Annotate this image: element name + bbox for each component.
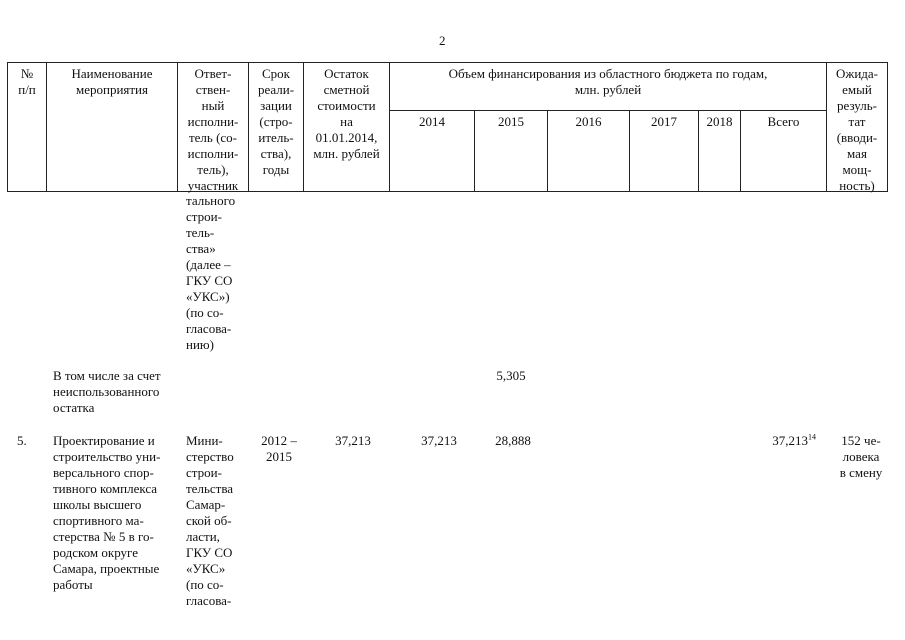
- row5-2014: 37,213: [421, 433, 457, 448]
- table-header: [7, 62, 888, 192]
- header-year-2017: 2017: [651, 114, 677, 129]
- header-year-2018: 2018: [706, 114, 733, 129]
- header-year-2014: 2014: [419, 114, 445, 129]
- executor-continuation: тального строи- тель- ства» (далее – ГКУ СО «УКС») (по со- гласова- нию): [186, 193, 236, 352]
- row5-total: [740, 433, 816, 449]
- row5-number: 5.: [17, 433, 27, 448]
- col-border: [887, 62, 888, 192]
- row-incl-2015: 5,305: [496, 368, 526, 383]
- header-top-border: [7, 62, 888, 63]
- header-funding: Объем финансирования из областного бюджета по годам, млн. рублей: [448, 66, 768, 97]
- years-divider: [389, 110, 826, 111]
- header-year-2015: 2015: [498, 114, 524, 129]
- row5-term: 2012 – 2015: [261, 433, 297, 464]
- row5-balance: 37,213: [335, 433, 371, 448]
- row5-result: 152 че- ловека в смену: [839, 433, 883, 480]
- header-name: Наименование мероприятия: [71, 66, 153, 97]
- header-year-2016: 2016: [575, 114, 602, 129]
- header-num: № п/п: [18, 66, 36, 97]
- row5-executor: Мини- стерство строи- тельства Самар- ской об- ласти, ГКУ СО «УКС» (по со- гласова-: [186, 433, 234, 608]
- row5-name: Проектирование и строительство уни- версального спор- тивного комплекса школы высшего спортивного ма- стерства № 5 в го- родском округе Самара, проектные работы: [53, 433, 161, 592]
- row5-total-value: 37,213: [772, 433, 808, 448]
- header-executor: Ответ- ствен- ный исполни- тель (со- исполни- тель), участник: [187, 66, 239, 193]
- header-total: Всего: [767, 114, 800, 129]
- row-incl-name: В том числе за счет неиспользованного остатка: [53, 368, 161, 415]
- header-term: Срок реали- зации (стро- итель- ства), годы: [257, 66, 295, 177]
- header-bottom-border: [7, 191, 888, 192]
- footnote-ref: 14: [808, 432, 816, 442]
- page-number: 2: [439, 33, 446, 48]
- header-balance: Остаток сметной стоимости на 01.01.2014, млн. рублей: [313, 66, 380, 161]
- header-result: Ожида- емый резуль- тат (вводи- мая мощ- ность): [835, 66, 879, 193]
- row5-2015: 28,888: [495, 433, 531, 448]
